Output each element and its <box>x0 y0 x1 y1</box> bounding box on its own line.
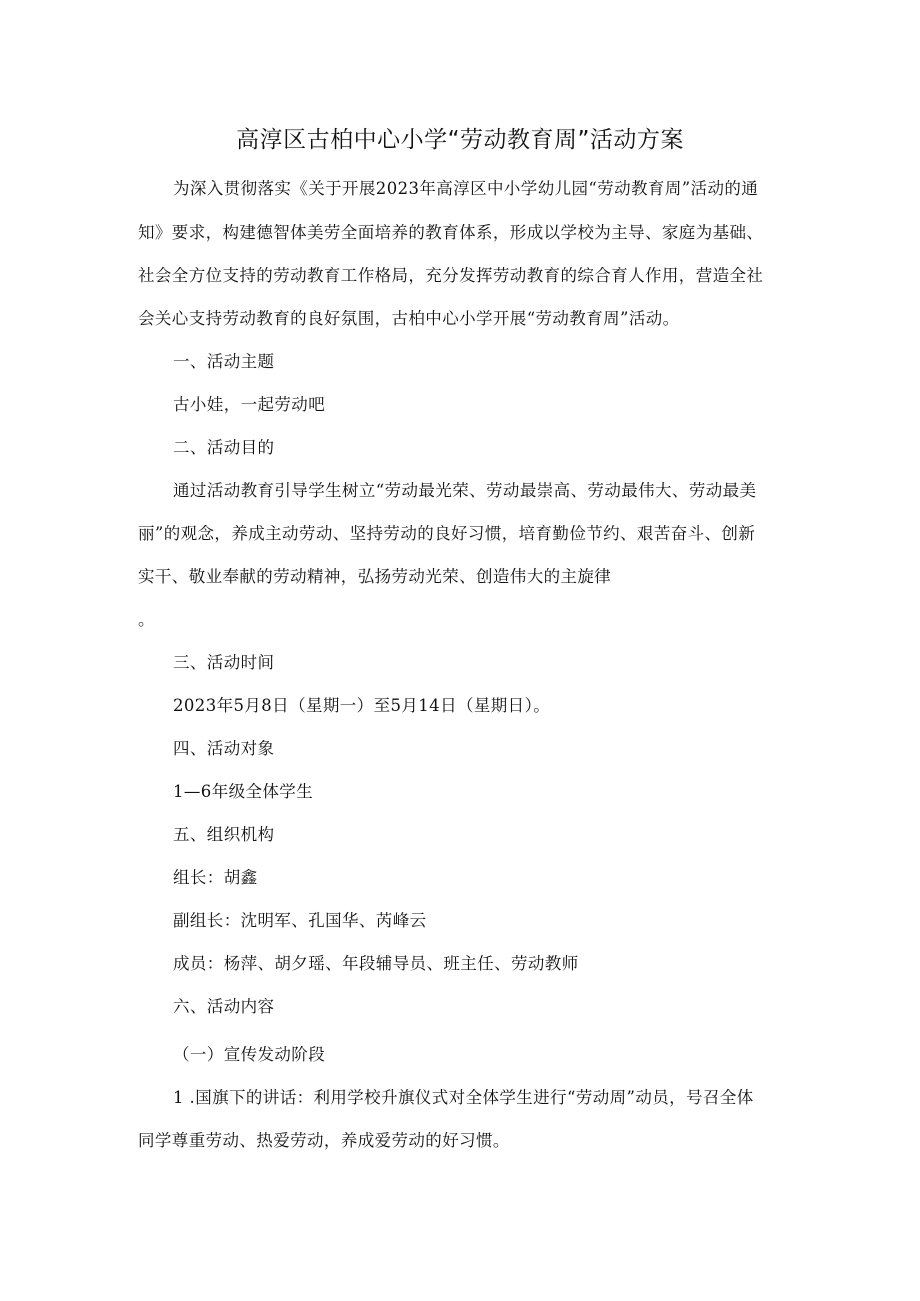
intro-line-1: 为深入贯彻落实《关于开展2023年高淳区中小学幼儿园“劳动教育周”活动的通 <box>173 179 759 198</box>
section-5-heading: 五、组织机构 <box>173 825 275 844</box>
section-2-line-2: 丽”的观念，养成主动劳动、坚持劳动的良好习惯，培育勤俭节约、艰苦奋斗、创新 <box>138 524 756 543</box>
section-4-body: 1—6年级全体学生 <box>173 782 314 801</box>
intro-line-2: 知》要求，构建德智体美劳全面培养的教育体系，形成以学校为主导、家庭为基础、 <box>138 223 764 242</box>
section-4-heading: 四、活动对象 <box>173 739 275 758</box>
section-5-members: 成员：杨萍、胡夕瑶、年段辅导员、班主任、劳动教师 <box>173 954 579 973</box>
section-6-heading: 六、活动内容 <box>173 997 275 1016</box>
section-6-subheading-1: （一）宣传发动阶段 <box>173 1045 326 1064</box>
section-6-item-1-line-1: 1 .国旗下的讲话：利用学校升旗仪式对全体学生进行“劳动周”动员，号召全体 <box>173 1088 754 1107</box>
section-2-line-3: 实干、敬业奉献的劳动精神，弘扬劳动光荣、创造伟大的主旋律 <box>138 567 612 586</box>
intro-line-3: 社会全方位支持的劳动教育工作格局，充分发挥劳动教育的综合育人作用，营造全社 <box>138 266 764 285</box>
section-6-item-1-line-2: 同学尊重劳动、热爱劳动，养成爱劳动的好习惯。 <box>138 1131 510 1150</box>
section-5-leader: 组长：胡鑫 <box>173 868 258 887</box>
section-3-heading: 三、活动时间 <box>173 653 275 672</box>
document-title: 高淳区古柏中心小学“劳动教育周”活动方案 <box>236 127 684 153</box>
section-2-line-1: 通过活动教育引导学生树立“劳动最光荣、劳动最崇高、劳动最伟大、劳动最美 <box>173 481 757 500</box>
section-2-heading: 二、活动目的 <box>173 438 275 457</box>
section-5-deputy: 副组长：沈明军、孔国华、芮峰云 <box>173 911 427 930</box>
section-3-body: 2023年5月8日（星期一）至5月14日（星期日）。 <box>173 696 551 715</box>
intro-line-4: 会关心支持劳动教育的良好氛围，古柏中心小学开展“劳动教育周”活动。 <box>138 309 680 328</box>
section-1-heading: 一、活动主题 <box>173 352 275 371</box>
section-1-body: 古小娃，一起劳动吧 <box>173 395 326 414</box>
section-2-line-4: 。 <box>138 610 155 629</box>
